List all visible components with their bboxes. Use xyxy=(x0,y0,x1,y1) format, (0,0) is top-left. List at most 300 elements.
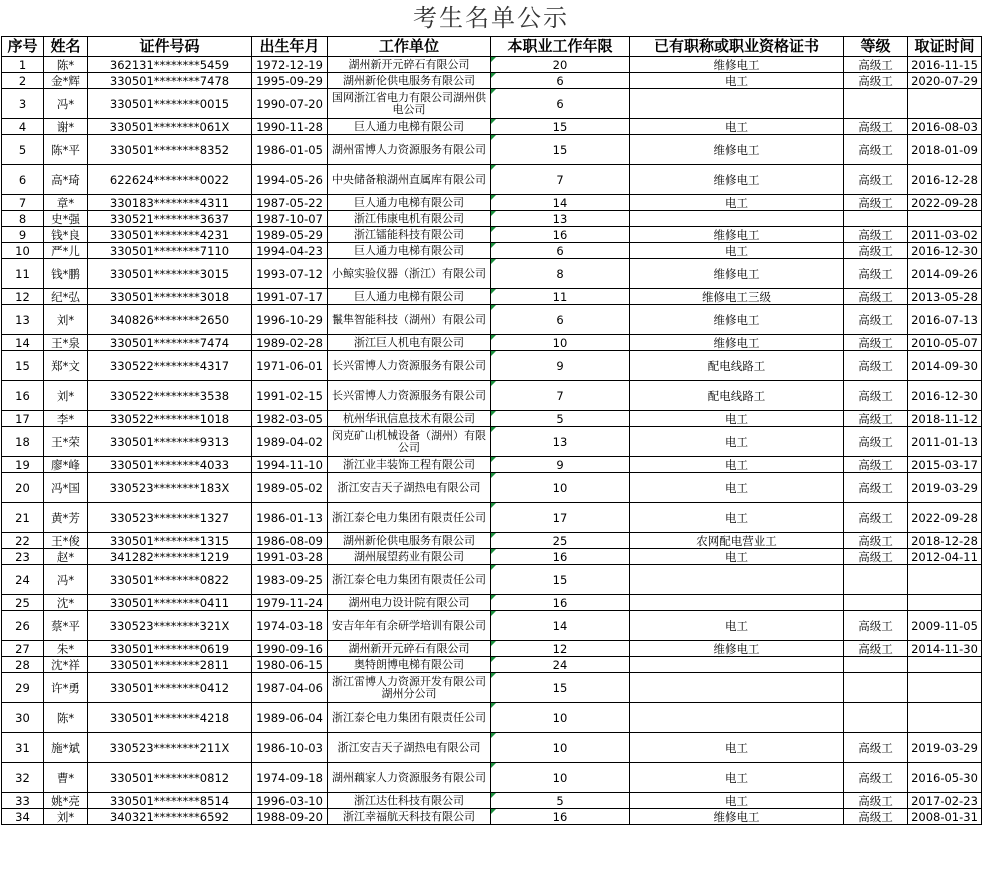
cell-id: 330501********3015 xyxy=(88,259,252,289)
cell-level: 高级工 xyxy=(844,427,908,457)
cell-unit: 湖州新开元碎石有限公司 xyxy=(328,641,491,657)
cell-cert: 电工 xyxy=(630,195,844,211)
cell-name: 谢* xyxy=(44,119,88,135)
table-row xyxy=(2,119,982,135)
cell-name: 沈*祥 xyxy=(44,657,88,673)
cell-name: 冯*国 xyxy=(44,473,88,503)
cell-years: 9 xyxy=(491,457,630,473)
cell-years: 6 xyxy=(491,305,630,335)
cell-id: 622624********0022 xyxy=(88,165,252,195)
cell-name: 钱*鹏 xyxy=(44,259,88,289)
cell-unit: 奥特朗博电梯有限公司 xyxy=(328,657,491,673)
cell-no: 33 xyxy=(2,793,44,809)
cell-birth: 1987-05-22 xyxy=(252,195,328,211)
cell-years: 10 xyxy=(491,763,630,793)
cell-name: 施*斌 xyxy=(44,733,88,763)
cell-level: 高级工 xyxy=(844,119,908,135)
cell-no: 18 xyxy=(2,427,44,457)
cell-level xyxy=(844,657,908,673)
table-row xyxy=(2,57,982,73)
cell-name: 金*辉 xyxy=(44,73,88,89)
cell-unit: 浙江幸福航天科技有限公司 xyxy=(328,809,491,825)
cell-years: 15 xyxy=(491,119,630,135)
cell-cert: 维修电工 xyxy=(630,259,844,289)
cell-years: 15 xyxy=(491,565,630,595)
cell-years: 7 xyxy=(491,381,630,411)
cell-birth: 1991-02-15 xyxy=(252,381,328,411)
cell-no: 8 xyxy=(2,211,44,227)
cell-no: 4 xyxy=(2,119,44,135)
cell-birth: 1991-03-28 xyxy=(252,549,328,565)
cell-birth: 1994-05-26 xyxy=(252,165,328,195)
cell-level xyxy=(844,673,908,703)
cell-cert xyxy=(630,673,844,703)
table-row xyxy=(2,289,982,305)
cell-no: 19 xyxy=(2,457,44,473)
cell-cert: 电工 xyxy=(630,733,844,763)
table-row xyxy=(2,657,982,673)
table-row xyxy=(2,457,982,473)
cell-id: 330522********4317 xyxy=(88,351,252,381)
cell-id: 340321********6592 xyxy=(88,809,252,825)
cell-birth: 1994-11-10 xyxy=(252,457,328,473)
cell-cert xyxy=(630,211,844,227)
cell-no: 27 xyxy=(2,641,44,657)
cell-no: 30 xyxy=(2,703,44,733)
table-row xyxy=(2,335,982,351)
cell-unit: 浙江达仕科技有限公司 xyxy=(328,793,491,809)
cell-id: 330501********0412 xyxy=(88,673,252,703)
cell-unit: 浙江泰仑电力集团有限责任公司 xyxy=(328,503,491,533)
cell-years: 24 xyxy=(491,657,630,673)
cell-no: 11 xyxy=(2,259,44,289)
cell-unit: 中央储备粮湖州直属库有限公司 xyxy=(328,165,491,195)
cell-no: 2 xyxy=(2,73,44,89)
cell-id: 330501********9313 xyxy=(88,427,252,457)
cell-level: 高级工 xyxy=(844,305,908,335)
col-header-cert: 已有职称或职业资格证书 xyxy=(630,37,844,57)
cell-date: 2018-11-12 xyxy=(908,411,982,427)
cell-years: 10 xyxy=(491,473,630,503)
cell-years: 16 xyxy=(491,227,630,243)
table-row xyxy=(2,473,982,503)
cell-level xyxy=(844,211,908,227)
cell-no: 25 xyxy=(2,595,44,611)
cell-date: 2016-12-30 xyxy=(908,381,982,411)
cell-no: 28 xyxy=(2,657,44,673)
cell-name: 章* xyxy=(44,195,88,211)
cell-name: 王*俊 xyxy=(44,533,88,549)
cell-unit: 浙江巨人机电有限公司 xyxy=(328,335,491,351)
cell-level: 高级工 xyxy=(844,533,908,549)
cell-years: 5 xyxy=(491,411,630,427)
cell-level: 高级工 xyxy=(844,195,908,211)
cell-name: 蔡*平 xyxy=(44,611,88,641)
page-title: 考生名单公示 xyxy=(413,4,569,32)
cell-no: 7 xyxy=(2,195,44,211)
cell-birth: 1989-06-04 xyxy=(252,703,328,733)
cell-id: 330521********3637 xyxy=(88,211,252,227)
cell-id: 330501********0015 xyxy=(88,89,252,119)
cell-unit: 浙江泰仑电力集团有限责任公司 xyxy=(328,565,491,595)
cell-date xyxy=(908,673,982,703)
cell-no: 24 xyxy=(2,565,44,595)
cell-level xyxy=(844,565,908,595)
cell-date: 2016-07-13 xyxy=(908,305,982,335)
cell-cert: 农网配电营业工 xyxy=(630,533,844,549)
cell-years: 16 xyxy=(491,595,630,611)
cell-years: 5 xyxy=(491,793,630,809)
cell-years: 10 xyxy=(491,335,630,351)
cell-years: 6 xyxy=(491,73,630,89)
cell-cert xyxy=(630,703,844,733)
cell-years: 6 xyxy=(491,89,630,119)
cell-cert xyxy=(630,89,844,119)
table-row xyxy=(2,793,982,809)
cell-level: 高级工 xyxy=(844,381,908,411)
cell-level: 高级工 xyxy=(844,411,908,427)
cell-date: 2008-01-31 xyxy=(908,809,982,825)
cell-cert: 电工 xyxy=(630,611,844,641)
cell-name: 史*强 xyxy=(44,211,88,227)
cell-cert: 电工 xyxy=(630,411,844,427)
cell-years: 14 xyxy=(491,195,630,211)
cell-date: 2020-07-29 xyxy=(908,73,982,89)
cell-cert: 电工 xyxy=(630,473,844,503)
cell-id: 362131********5459 xyxy=(88,57,252,73)
table-row xyxy=(2,427,982,457)
cell-unit: 湖州雷博人力资源服务有限公司 xyxy=(328,135,491,165)
table-row xyxy=(2,411,982,427)
cell-date xyxy=(908,657,982,673)
cell-years: 12 xyxy=(491,641,630,657)
cell-years: 16 xyxy=(491,809,630,825)
cell-date: 2017-02-23 xyxy=(908,793,982,809)
cell-date xyxy=(908,211,982,227)
cell-name: 高*琦 xyxy=(44,165,88,195)
table-row xyxy=(2,565,982,595)
cell-years: 7 xyxy=(491,165,630,195)
cell-birth: 1990-09-16 xyxy=(252,641,328,657)
cell-years: 10 xyxy=(491,703,630,733)
cell-unit: 长兴雷博人力资源服务有限公司 xyxy=(328,351,491,381)
cell-date: 2010-05-07 xyxy=(908,335,982,351)
table-row xyxy=(2,259,982,289)
cell-level: 高级工 xyxy=(844,473,908,503)
cell-cert: 维修电工 xyxy=(630,165,844,195)
cell-id: 330183********4311 xyxy=(88,195,252,211)
cell-years: 25 xyxy=(491,533,630,549)
cell-id: 330501********1315 xyxy=(88,533,252,549)
cell-name: 刘* xyxy=(44,809,88,825)
cell-birth: 1989-05-29 xyxy=(252,227,328,243)
cell-birth: 1974-09-18 xyxy=(252,763,328,793)
cell-level: 高级工 xyxy=(844,549,908,565)
cell-level: 高级工 xyxy=(844,243,908,259)
cell-level xyxy=(844,89,908,119)
cell-no: 26 xyxy=(2,611,44,641)
col-header-id: 证件号码 xyxy=(88,37,252,57)
cell-unit: 浙江安吉天子湖热电有限公司 xyxy=(328,733,491,763)
cell-birth: 1987-04-06 xyxy=(252,673,328,703)
cell-date: 2015-03-17 xyxy=(908,457,982,473)
cell-id: 330501********061X xyxy=(88,119,252,135)
cell-date: 2014-11-30 xyxy=(908,641,982,657)
table-row xyxy=(2,381,982,411)
table-row xyxy=(2,641,982,657)
cell-no: 31 xyxy=(2,733,44,763)
cell-cert: 电工 xyxy=(630,427,844,457)
table-row xyxy=(2,673,982,703)
cell-name: 李* xyxy=(44,411,88,427)
cell-name: 陈*平 xyxy=(44,135,88,165)
col-header-no: 序号 xyxy=(2,37,44,57)
cell-unit: 湖州展望药业有限公司 xyxy=(328,549,491,565)
cell-date: 2009-11-05 xyxy=(908,611,982,641)
cell-id: 330501********3018 xyxy=(88,289,252,305)
cell-birth: 1988-09-20 xyxy=(252,809,328,825)
table-row xyxy=(2,533,982,549)
cell-date: 2012-04-11 xyxy=(908,549,982,565)
cell-name: 冯* xyxy=(44,565,88,595)
cell-name: 陈* xyxy=(44,703,88,733)
cell-birth: 1993-07-12 xyxy=(252,259,328,289)
cell-no: 1 xyxy=(2,57,44,73)
cell-cert xyxy=(630,657,844,673)
cell-years: 15 xyxy=(491,673,630,703)
cell-no: 9 xyxy=(2,227,44,243)
table-row xyxy=(2,763,982,793)
col-header-birth: 出生年月 xyxy=(252,37,328,57)
cell-unit: 长兴雷博人力资源服务有限公司 xyxy=(328,381,491,411)
cell-level: 高级工 xyxy=(844,335,908,351)
cell-years: 11 xyxy=(491,289,630,305)
cell-birth: 1989-02-28 xyxy=(252,335,328,351)
cell-id: 330523********321X xyxy=(88,611,252,641)
cell-cert: 维修电工 xyxy=(630,335,844,351)
cell-unit: 浙江业丰装饰工程有限公司 xyxy=(328,457,491,473)
cell-id: 330523********1327 xyxy=(88,503,252,533)
cell-years: 6 xyxy=(491,243,630,259)
cell-name: 郑*文 xyxy=(44,351,88,381)
table-row xyxy=(2,733,982,763)
cell-birth: 1986-01-05 xyxy=(252,135,328,165)
table-row xyxy=(2,73,982,89)
cell-id: 330522********1018 xyxy=(88,411,252,427)
cell-date: 2016-05-30 xyxy=(908,763,982,793)
cell-name: 王*泉 xyxy=(44,335,88,351)
table-row xyxy=(2,549,982,565)
table-row xyxy=(2,135,982,165)
cell-unit: 湖州藕家人力资源服务有限公司 xyxy=(328,763,491,793)
cell-cert: 电工 xyxy=(630,503,844,533)
cell-date: 2019-03-29 xyxy=(908,733,982,763)
cell-date: 2011-03-02 xyxy=(908,227,982,243)
cell-birth: 1990-07-20 xyxy=(252,89,328,119)
cell-birth: 1989-05-02 xyxy=(252,473,328,503)
cell-birth: 1990-11-28 xyxy=(252,119,328,135)
table-row xyxy=(2,305,982,335)
cell-cert: 维修电工 xyxy=(630,641,844,657)
cell-unit: 浙江镭能科技有限公司 xyxy=(328,227,491,243)
cell-date: 2022-09-28 xyxy=(908,195,982,211)
cell-name: 刘* xyxy=(44,381,88,411)
cell-date: 2022-09-28 xyxy=(908,503,982,533)
cell-no: 13 xyxy=(2,305,44,335)
cell-name: 赵* xyxy=(44,549,88,565)
table-body xyxy=(2,57,982,825)
cell-id: 330501********2811 xyxy=(88,657,252,673)
cell-unit: 国网浙江省电力有限公司湖州供电公司 xyxy=(328,89,491,119)
cell-unit: 湖州电力设计院有限公司 xyxy=(328,595,491,611)
col-header-level: 等级 xyxy=(844,37,908,57)
col-header-date: 取证时间 xyxy=(908,37,982,57)
cell-date: 2016-11-15 xyxy=(908,57,982,73)
cell-date xyxy=(908,89,982,119)
cell-years: 10 xyxy=(491,733,630,763)
cell-level: 高级工 xyxy=(844,73,908,89)
table-row xyxy=(2,243,982,259)
table-row xyxy=(2,351,982,381)
cell-no: 32 xyxy=(2,763,44,793)
cell-unit: 巨人通力电梯有限公司 xyxy=(328,195,491,211)
cell-level: 高级工 xyxy=(844,57,908,73)
cell-no: 22 xyxy=(2,533,44,549)
cell-name: 许*勇 xyxy=(44,673,88,703)
cell-unit: 巨人通力电梯有限公司 xyxy=(328,289,491,305)
cell-years: 17 xyxy=(491,503,630,533)
cell-level: 高级工 xyxy=(844,733,908,763)
cell-no: 3 xyxy=(2,89,44,119)
cell-no: 16 xyxy=(2,381,44,411)
table-row xyxy=(2,703,982,733)
cell-cert: 电工 xyxy=(630,763,844,793)
cell-date xyxy=(908,595,982,611)
cell-cert: 维修电工三级 xyxy=(630,289,844,305)
cell-level: 高级工 xyxy=(844,641,908,657)
col-header-unit: 工作单位 xyxy=(328,37,491,57)
cell-no: 17 xyxy=(2,411,44,427)
cell-birth: 1971-06-01 xyxy=(252,351,328,381)
cell-name: 王*荣 xyxy=(44,427,88,457)
table-row xyxy=(2,503,982,533)
cell-no: 5 xyxy=(2,135,44,165)
cell-id: 330523********211X xyxy=(88,733,252,763)
table-row xyxy=(2,211,982,227)
table-row xyxy=(2,809,982,825)
cell-birth: 1980-06-15 xyxy=(252,657,328,673)
table-row xyxy=(2,227,982,243)
cell-level: 高级工 xyxy=(844,351,908,381)
cell-cert: 维修电工 xyxy=(630,809,844,825)
cell-unit: 浙江雷博人力资源开发有限公司湖州分公司 xyxy=(328,673,491,703)
cell-id: 330501********7110 xyxy=(88,243,252,259)
cell-birth: 1995-09-29 xyxy=(252,73,328,89)
cell-date: 2016-12-30 xyxy=(908,243,982,259)
cell-date xyxy=(908,703,982,733)
table-row xyxy=(2,165,982,195)
cell-id: 330501********7478 xyxy=(88,73,252,89)
table-row xyxy=(2,611,982,641)
cell-cert: 电工 xyxy=(630,549,844,565)
cell-years: 9 xyxy=(491,351,630,381)
cell-name: 朱* xyxy=(44,641,88,657)
cell-birth: 1991-07-17 xyxy=(252,289,328,305)
cell-no: 15 xyxy=(2,351,44,381)
cell-birth: 1979-11-24 xyxy=(252,595,328,611)
cell-id: 341282********1219 xyxy=(88,549,252,565)
cell-years: 13 xyxy=(491,211,630,227)
cell-no: 14 xyxy=(2,335,44,351)
cell-id: 340826********2650 xyxy=(88,305,252,335)
cell-cert: 维修电工 xyxy=(630,227,844,243)
cell-no: 6 xyxy=(2,165,44,195)
cell-name: 钱*良 xyxy=(44,227,88,243)
cell-no: 20 xyxy=(2,473,44,503)
cell-years: 8 xyxy=(491,259,630,289)
cell-birth: 1996-10-29 xyxy=(252,305,328,335)
table-row xyxy=(2,89,982,119)
table-row xyxy=(2,195,982,211)
cell-cert: 电工 xyxy=(630,243,844,259)
cell-id: 330501********4218 xyxy=(88,703,252,733)
cell-name: 廖*峰 xyxy=(44,457,88,473)
cell-birth: 1994-04-23 xyxy=(252,243,328,259)
cell-level: 高级工 xyxy=(844,259,908,289)
cell-id: 330501********0619 xyxy=(88,641,252,657)
cell-date: 2014-09-26 xyxy=(908,259,982,289)
cell-birth: 1986-10-03 xyxy=(252,733,328,763)
cell-birth: 1982-03-05 xyxy=(252,411,328,427)
cell-date: 2016-12-28 xyxy=(908,165,982,195)
cell-cert: 维修电工 xyxy=(630,305,844,335)
cell-date: 2016-08-03 xyxy=(908,119,982,135)
cell-level: 高级工 xyxy=(844,289,908,305)
cell-cert: 维修电工 xyxy=(630,57,844,73)
cell-birth: 1996-03-10 xyxy=(252,793,328,809)
cell-level: 高级工 xyxy=(844,457,908,473)
cell-name: 冯* xyxy=(44,89,88,119)
cell-cert: 电工 xyxy=(630,119,844,135)
cell-unit: 鬣隼智能科技（湖州）有限公司 xyxy=(328,305,491,335)
cell-unit: 浙江安吉天子湖热电有限公司 xyxy=(328,473,491,503)
cell-unit: 杭州华讯信息技术有限公司 xyxy=(328,411,491,427)
cell-date xyxy=(908,565,982,595)
cell-level: 高级工 xyxy=(844,809,908,825)
cell-unit: 巨人通力电梯有限公司 xyxy=(328,243,491,259)
cell-date: 2013-05-28 xyxy=(908,289,982,305)
cell-name: 严*儿 xyxy=(44,243,88,259)
cell-date: 2019-03-29 xyxy=(908,473,982,503)
cell-date: 2018-12-28 xyxy=(908,533,982,549)
candidate-table xyxy=(1,36,982,825)
cell-level xyxy=(844,595,908,611)
cell-no: 12 xyxy=(2,289,44,305)
cell-level: 高级工 xyxy=(844,611,908,641)
cell-birth: 1987-10-07 xyxy=(252,211,328,227)
cell-id: 330501********0822 xyxy=(88,565,252,595)
cell-years: 14 xyxy=(491,611,630,641)
cell-level xyxy=(844,703,908,733)
cell-name: 沈* xyxy=(44,595,88,611)
cell-level: 高级工 xyxy=(844,165,908,195)
cell-unit: 巨人通力电梯有限公司 xyxy=(328,119,491,135)
cell-date: 2018-01-09 xyxy=(908,135,982,165)
col-header-years: 本职业工作年限 xyxy=(491,37,630,57)
cell-level: 高级工 xyxy=(844,763,908,793)
cell-name: 纪*弘 xyxy=(44,289,88,305)
cell-years: 20 xyxy=(491,57,630,73)
